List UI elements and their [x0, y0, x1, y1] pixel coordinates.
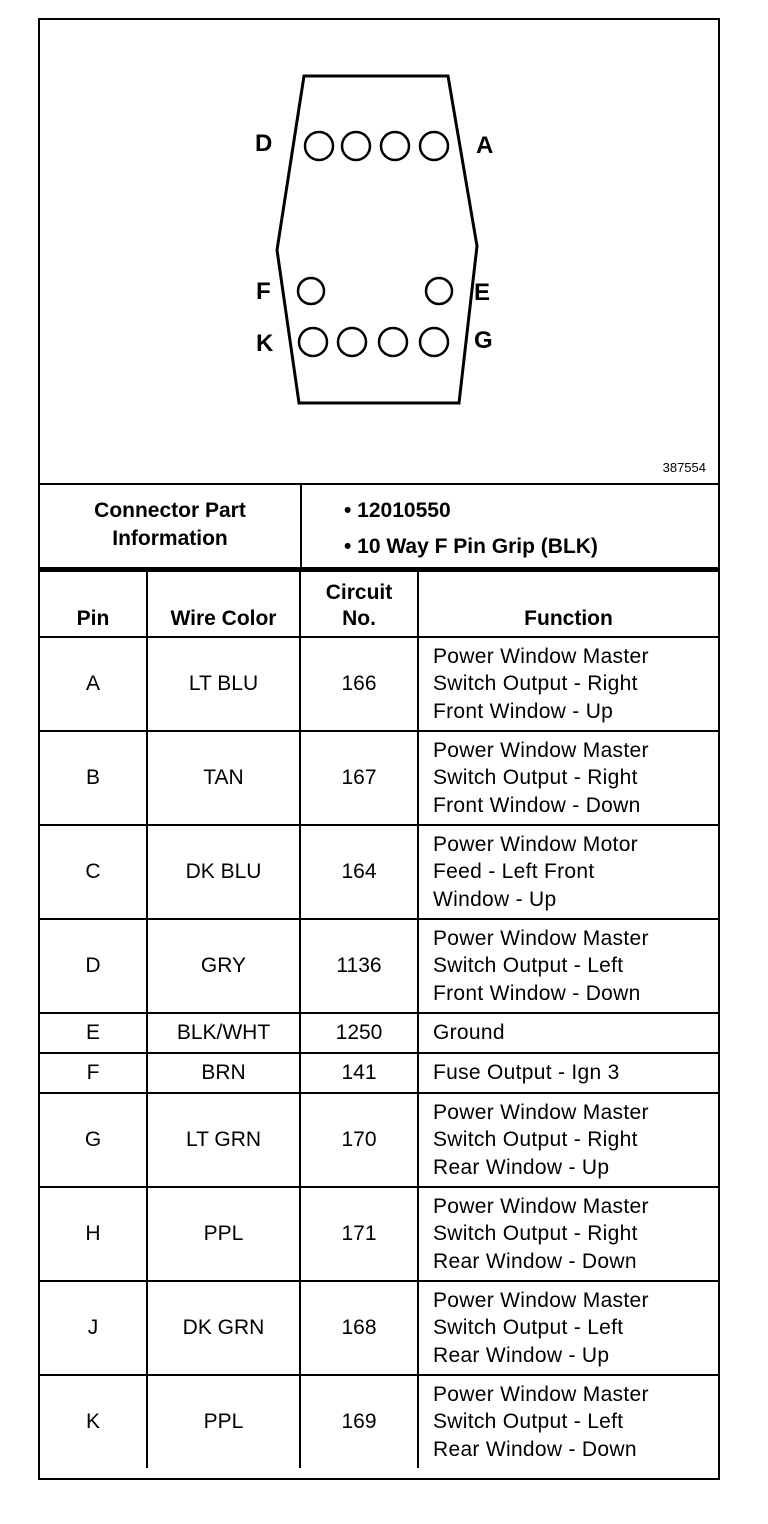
function-line: Switch Output - Right — [433, 672, 638, 696]
cell-function — [418, 1281, 718, 1375]
function-line: Window - Up — [433, 887, 557, 911]
header-pin: Pin — [40, 571, 147, 637]
function-line: Power Window Master — [433, 644, 649, 668]
function-line: Rear Window - Down — [433, 1437, 637, 1461]
cell-function — [418, 731, 718, 825]
table-row — [40, 825, 718, 919]
pin-cavity-H — [379, 328, 407, 356]
cell-pin: J — [40, 1281, 147, 1375]
pin-cavity-K — [299, 328, 327, 356]
function-line: Front Window - Down — [433, 793, 641, 817]
function-line: Switch Output - Left — [433, 1410, 624, 1434]
pin-label-A: A — [476, 132, 494, 159]
cell-function — [418, 1187, 718, 1281]
function-line: Power Window Master — [433, 1288, 649, 1312]
table-row — [40, 731, 718, 825]
cell-circuit: 169 — [300, 1375, 418, 1468]
cell-wire-color: DK BLU — [147, 825, 300, 919]
part-number: • 12010550 — [344, 499, 451, 522]
cell-wire-color: PPL — [147, 1187, 300, 1281]
pin-label-D: D — [255, 130, 273, 157]
cell-pin: C — [40, 825, 147, 919]
header-circuit-line1: Circuit — [325, 581, 393, 604]
cell-wire-color: PPL — [147, 1375, 300, 1468]
cell-wire-color: TAN — [147, 731, 300, 825]
pin-label-F: F — [256, 278, 271, 305]
connector-info-label — [40, 483, 302, 567]
function-line: Switch Output - Right — [433, 1128, 638, 1152]
header-function: Function — [418, 571, 718, 637]
table-row — [40, 1281, 718, 1375]
function-line: Rear Window - Up — [433, 1155, 610, 1179]
pin-cavity-B — [381, 132, 409, 160]
function-line: Front Window - Up — [433, 699, 614, 723]
cell-circuit: 141 — [300, 1053, 418, 1093]
pin-cavity-C — [342, 132, 370, 160]
cell-wire-color: DK GRN — [147, 1281, 300, 1375]
cell-circuit: 166 — [300, 637, 418, 731]
cell-circuit: 170 — [300, 1093, 418, 1187]
function-line: Rear Window - Down — [433, 1249, 637, 1273]
table-row — [40, 1187, 718, 1281]
function-line: Power Window Master — [433, 926, 649, 950]
function-line: Power Window Master — [433, 1194, 649, 1218]
pin-label-E: E — [474, 279, 491, 306]
function-line: Fuse Output - Ign 3 — [433, 1061, 620, 1085]
function-line: Power Window Master — [433, 738, 649, 762]
function-line: Switch Output - Left — [433, 954, 624, 978]
cell-pin: H — [40, 1187, 147, 1281]
pin-cavity-J — [338, 328, 366, 356]
figure-number: 387554 — [662, 460, 706, 475]
function-line: Power Window Master — [433, 1100, 649, 1124]
cell-function — [418, 825, 718, 919]
pin-cavity-A — [420, 132, 448, 160]
connector-sheet — [38, 18, 720, 1480]
function-line: Switch Output - Right — [433, 766, 638, 790]
pin-cavity-E — [426, 278, 452, 304]
pin-cavity-D — [305, 132, 333, 160]
cell-wire-color: LT GRN — [147, 1093, 300, 1187]
cell-circuit: 1136 — [300, 919, 418, 1013]
pin-label-G: G — [474, 327, 493, 354]
pin-cavity-G — [420, 328, 448, 356]
cell-function — [418, 1013, 718, 1053]
connector-info-label-line1: Connector Part — [94, 499, 246, 522]
pin-label-K: K — [256, 330, 274, 357]
cell-pin: E — [40, 1013, 147, 1053]
header-wire-color: Wire Color — [147, 571, 300, 637]
cell-pin: F — [40, 1053, 147, 1093]
cell-wire-color: LT BLU — [147, 637, 300, 731]
cell-pin: D — [40, 919, 147, 1013]
function-line: Switch Output - Left — [433, 1316, 624, 1340]
table-row — [40, 1053, 718, 1093]
connector-face-drawing — [40, 20, 718, 483]
cell-circuit: 167 — [300, 731, 418, 825]
cell-circuit: 1250 — [300, 1013, 418, 1053]
header-circuit-no — [300, 571, 418, 637]
cell-pin: G — [40, 1093, 147, 1187]
connector-info-values — [302, 483, 718, 567]
cell-wire-color: BLK/WHT — [147, 1013, 300, 1053]
cell-function — [418, 1375, 718, 1468]
table-row — [40, 919, 718, 1013]
table-row — [40, 1013, 718, 1053]
function-line: Power Window Master — [433, 1382, 649, 1406]
function-line: Power Window Motor — [433, 832, 638, 856]
cell-wire-color: GRY — [147, 919, 300, 1013]
cell-function — [418, 919, 718, 1013]
function-line: Rear Window - Up — [433, 1343, 610, 1367]
function-line: Front Window - Down — [433, 981, 641, 1005]
pin-cavity-F — [298, 278, 324, 304]
cell-function — [418, 637, 718, 731]
cell-pin: B — [40, 731, 147, 825]
cell-circuit: 171 — [300, 1187, 418, 1281]
cell-pin: A — [40, 637, 147, 731]
cell-function — [418, 1093, 718, 1187]
connector-diagram — [40, 20, 718, 485]
cell-circuit: 168 — [300, 1281, 418, 1375]
connector-part-information — [40, 483, 718, 570]
pin-table — [40, 570, 718, 1468]
connector-info-label-line2: Information — [112, 527, 228, 550]
cell-circuit: 164 — [300, 825, 418, 919]
cell-pin: K — [40, 1375, 147, 1468]
cell-wire-color: BRN — [147, 1053, 300, 1093]
function-line: Switch Output - Right — [433, 1222, 638, 1246]
header-circuit-line2: No. — [342, 607, 376, 630]
function-line: Feed - Left Front — [433, 860, 595, 884]
table-row — [40, 1093, 718, 1187]
connector-description: • 10 Way F Pin Grip (BLK) — [344, 535, 598, 558]
table-row — [40, 1375, 718, 1468]
function-line: Ground — [433, 1021, 505, 1045]
table-row — [40, 637, 718, 731]
cell-function — [418, 1053, 718, 1093]
